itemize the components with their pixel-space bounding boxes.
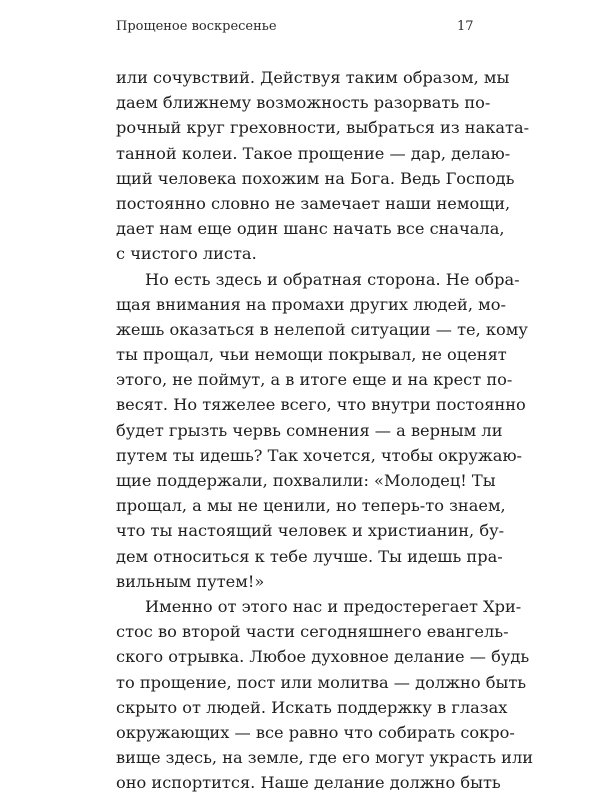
text-line: Но есть здесь и обратная сторона. Не обра- (145, 269, 520, 289)
text-block (116, 65, 534, 795)
text-line: вище здесь, на земле, где его могут украсть или (116, 748, 534, 768)
text-line: будет грызть червь сомнения — а верным ли (116, 420, 503, 440)
text-line: путем ты идешь? Так хочется, чтобы окружаю- (116, 445, 523, 465)
text-line: то прощение, пост или молитва — должно быть (116, 672, 527, 692)
text-line: что ты настоящий человек и христианин, бу- (116, 521, 505, 541)
text-line: постоянно словно не замечает наши немощи, (116, 193, 511, 213)
text-line: дем относиться к тебе лучше. Ты идешь пра- (116, 546, 503, 566)
text-line: вильным путем!» (116, 571, 265, 591)
text-line: скрыто от людей. Искать поддержку в глазах (116, 697, 508, 717)
text-line: ского отрывка. Любое духовное делание — будь (116, 647, 530, 667)
text-line: щий человека похожим на Бога. Ведь Господь (116, 168, 515, 188)
text-line: этого, не поймут, а в итоге еще и на крест по- (116, 370, 513, 390)
text-line: рочный круг греховности, выбраться из наката- (116, 118, 530, 138)
text-line: оно испортится. Наше делание должно быть (116, 773, 501, 793)
text-line: щая внимания на промахи других людей, мо- (116, 294, 506, 314)
text-line: Именно от этого нас и предостерегает Хри- (145, 596, 522, 616)
running-head: Прощеное воскресенье (116, 19, 277, 34)
text-line: с чистого листа. (116, 244, 257, 264)
text-line: дает нам еще один шанс начать все сначала, (116, 219, 505, 239)
text-line: или сочувствий. Действуя таким образом, мы (116, 68, 510, 87)
text-line: танной колеи. Такое прощение — дар, делаю- (116, 143, 511, 163)
text-line: щие поддержали, похвалили: «Молодец! Ты (116, 471, 496, 490)
text-line: ты прощал, чьи немощи покрывал, не оценят (116, 345, 507, 365)
text-line: жешь оказаться в нелепой ситуации — те, кому (116, 319, 528, 339)
text-line: прощал, а мы не ценили, но теперь-то знаем, (116, 496, 506, 516)
text-line: окружающих — все равно что собирать сокро- (116, 722, 515, 742)
text-line: даем ближнему возможность разорвать по- (116, 93, 491, 113)
page-number: 17 (457, 19, 474, 34)
text-line: стос во второй части сегодняшнего евангель- (116, 622, 509, 642)
text-line: весят. Но тяжелее всего, что внутри постоянно (116, 395, 526, 415)
